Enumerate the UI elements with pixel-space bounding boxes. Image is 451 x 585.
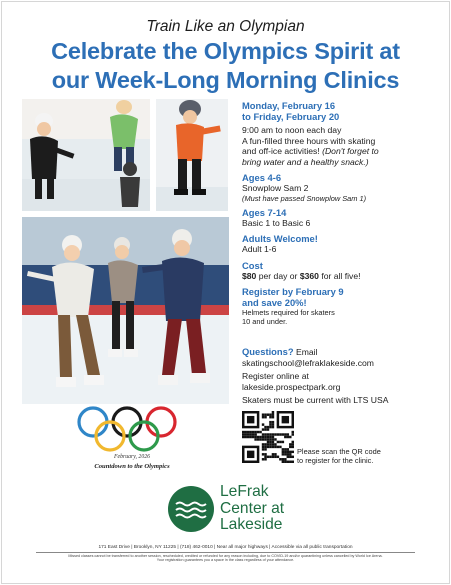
qr-module xyxy=(289,453,291,455)
qr-module xyxy=(272,426,274,428)
qr-module xyxy=(272,456,274,458)
lefrak-logo-mark xyxy=(168,486,214,532)
qr-module xyxy=(279,441,281,443)
qr-module xyxy=(269,416,271,418)
qr-module xyxy=(284,461,286,463)
qr-note xyxy=(297,447,437,465)
qr-module xyxy=(267,438,269,440)
qr-module xyxy=(254,431,256,433)
qr-module xyxy=(272,423,274,425)
ages-7-14-level: Basic 1 to Basic 6 xyxy=(242,218,311,228)
schedule-line-3 xyxy=(242,146,447,157)
qr-module xyxy=(262,433,264,435)
qr-module xyxy=(287,456,289,458)
ages-7-14-block xyxy=(242,207,447,229)
olympic-rings-logo xyxy=(76,406,178,454)
qr-module xyxy=(259,431,261,433)
qr-module xyxy=(254,433,256,435)
qr-module xyxy=(274,456,276,458)
qr-module xyxy=(274,446,276,448)
qr-module xyxy=(262,428,264,430)
online-block xyxy=(242,371,447,392)
qr-module xyxy=(267,443,269,445)
qr-module xyxy=(282,453,284,455)
qr-module xyxy=(264,456,266,458)
qr-module xyxy=(289,451,291,453)
qr-module xyxy=(287,448,289,450)
qr-module xyxy=(292,443,294,445)
qr-module xyxy=(282,416,289,423)
qr-module xyxy=(289,456,291,458)
ages-4-6-level: Snowplow Sam 2 xyxy=(242,183,309,193)
qr-note-line-1: Please scan the QR code xyxy=(297,447,381,456)
qr-module xyxy=(267,436,269,438)
qr-module xyxy=(272,443,274,445)
questions-email-prefix: Email xyxy=(293,347,318,357)
register-line-1: Register by February 9 xyxy=(242,286,344,297)
olympic-rings-icon xyxy=(76,406,178,454)
qr-module xyxy=(267,441,269,443)
qr-module xyxy=(269,421,271,423)
olympics-tagline: Countdown to the Olympics xyxy=(94,463,170,470)
qr-module xyxy=(262,458,264,460)
qr-module xyxy=(287,461,289,463)
photo-child-orange-jacket xyxy=(156,99,228,211)
qr-module xyxy=(257,438,259,440)
olympic-ring xyxy=(147,408,175,436)
schedule-line-1: 9:00 am to noon each day xyxy=(242,125,342,135)
lefrak-wordmark xyxy=(220,484,284,534)
qr-module xyxy=(272,446,274,448)
cost-heading: Cost xyxy=(242,260,263,271)
qr-module xyxy=(289,436,291,438)
qr-module xyxy=(262,443,264,445)
photo-kids-skating xyxy=(22,99,150,211)
lefrak-line-2: Center at xyxy=(220,499,285,517)
qr-module xyxy=(262,446,264,448)
qr-module xyxy=(269,443,271,445)
qr-module xyxy=(277,446,279,448)
helmet-line-1: Helmets required for skaters xyxy=(242,308,335,317)
register-block xyxy=(242,286,447,326)
qr-module xyxy=(267,413,269,415)
qr-module xyxy=(264,443,266,445)
olympic-ring xyxy=(96,422,124,450)
cost-all-text: for all five! xyxy=(318,271,361,281)
qr-module xyxy=(292,441,294,443)
qr-module xyxy=(292,461,294,463)
qr-module xyxy=(249,433,251,435)
questions-email-link[interactable]: skatingschool@lefraklakeside.com xyxy=(242,357,374,368)
register-line-2: and save 20%! xyxy=(242,297,307,308)
qr-module xyxy=(254,436,256,438)
qr-module xyxy=(264,458,266,460)
qr-module xyxy=(269,436,271,438)
qr-module xyxy=(249,431,251,433)
qr-module xyxy=(244,436,246,438)
qr-module xyxy=(269,426,271,428)
headline xyxy=(0,37,451,95)
qr-code-graphic xyxy=(242,411,294,463)
cost-price-all: $360 xyxy=(299,271,319,281)
qr-module xyxy=(264,438,266,440)
qr-module xyxy=(284,458,286,460)
questions-line xyxy=(242,346,447,358)
qr-module xyxy=(264,413,266,415)
schedule-line-3-italic: (Don't forget to xyxy=(322,146,379,157)
qr-module xyxy=(257,431,259,433)
lts-note: Skaters must be current with LTS USA xyxy=(242,395,389,405)
qr-module xyxy=(272,438,274,440)
qr-module xyxy=(262,453,264,455)
qr-module xyxy=(292,451,294,453)
qr-module xyxy=(289,461,291,463)
lefrak-line-3: Lakeside xyxy=(220,516,283,533)
qr-note-line-2: to register for the clinic. xyxy=(297,456,374,465)
qr-module xyxy=(264,446,266,448)
qr-module xyxy=(282,461,284,463)
qr-module xyxy=(269,438,271,440)
cost-block xyxy=(242,260,447,282)
adults-block xyxy=(242,233,447,255)
qr-module xyxy=(282,433,284,435)
cost-line xyxy=(242,271,447,282)
olympics-date: February, 2026 xyxy=(113,454,151,460)
qr-module xyxy=(274,453,276,455)
qr-module xyxy=(269,456,271,458)
footer-fine-line-1: Missed classes cannot be transferred to another session, rescheduled, credited or refunded for any reason including, due to COVID-19 and/or quarantining unless cancelled by World Ice Arena. xyxy=(68,554,383,558)
qr-module xyxy=(262,436,264,438)
footer-address: 171 East Drive | Brooklyn, NY 11225 | (718) 462-0010 | Near all major highways | Accessible via all public transportation xyxy=(98,545,353,550)
qr-module xyxy=(272,416,274,418)
headline-line-2: our Week-Long Morning Clinics xyxy=(51,67,400,93)
qr-module xyxy=(264,416,266,418)
qr-module xyxy=(279,433,281,435)
qr-module xyxy=(242,433,244,435)
qr-module xyxy=(284,433,286,435)
qr-module xyxy=(247,433,249,435)
qr-module xyxy=(252,431,254,433)
qr-module xyxy=(272,413,274,415)
qr-module xyxy=(284,453,286,455)
qr-module xyxy=(247,431,249,433)
questions-label: Questions? xyxy=(242,346,294,357)
qr-module xyxy=(262,438,264,440)
qr-module xyxy=(269,446,271,448)
photo-adults-skating xyxy=(22,217,229,404)
qr-module xyxy=(282,458,284,460)
qr-module xyxy=(269,433,271,435)
qr-module xyxy=(287,436,289,438)
qr-module xyxy=(277,433,279,435)
qr-module xyxy=(262,423,264,425)
qr-module xyxy=(252,436,254,438)
qr-module xyxy=(269,441,271,443)
qr-module xyxy=(272,436,274,438)
qr-module xyxy=(262,448,264,450)
qr-module xyxy=(269,423,271,425)
schedule-block xyxy=(242,125,447,167)
qr-module xyxy=(257,436,259,438)
qr-module xyxy=(247,416,254,423)
qr-module xyxy=(272,441,274,443)
ages-7-14-heading: Ages 7-14 xyxy=(242,207,287,218)
qr-module xyxy=(272,433,274,435)
cost-per-day-text: per day or xyxy=(256,271,300,281)
qr-module xyxy=(254,438,256,440)
qr-module xyxy=(242,436,244,438)
qr-module xyxy=(289,443,291,445)
footer-divider xyxy=(36,552,415,553)
schedule-line-2: A fun-filled three hours with skating xyxy=(242,135,376,146)
qr-module xyxy=(292,433,294,435)
adults-heading: Adults Welcome! xyxy=(242,233,318,244)
qr-module xyxy=(284,451,286,453)
dates-block xyxy=(242,100,447,122)
ages-4-6-heading: Ages 4-6 xyxy=(242,172,282,183)
qr-module xyxy=(279,446,281,448)
dates-line-1: Monday, February 16 xyxy=(242,100,336,111)
qr-module xyxy=(244,431,246,433)
qr-module xyxy=(264,448,266,450)
qr-module xyxy=(267,446,269,448)
online-line-1: Register online at xyxy=(242,371,309,381)
olympic-ring xyxy=(113,408,141,436)
qr-module xyxy=(272,453,274,455)
qr-module xyxy=(259,436,261,438)
adults-level: Adult 1-6 xyxy=(242,244,277,254)
lefrak-line-1: LeFrak xyxy=(220,483,269,500)
qr-module xyxy=(262,413,264,415)
qr-module xyxy=(264,428,266,430)
qr-module xyxy=(284,448,286,450)
qr-module xyxy=(277,456,279,458)
qr-module xyxy=(282,451,284,453)
ages-4-6-note: (Must have passed Snowplow Sam 1) xyxy=(242,193,367,203)
qr-module xyxy=(244,433,246,435)
dates-line-2: to Friday, February 20 xyxy=(242,111,340,122)
qr-module xyxy=(249,436,251,438)
footer-fine-print xyxy=(30,554,421,563)
headline-line-1: Celebrate the Olympics Spirit at xyxy=(51,38,400,64)
olympic-ring xyxy=(79,408,107,436)
qr-module xyxy=(292,446,294,448)
qr-module xyxy=(267,426,269,428)
qr-module xyxy=(274,438,276,440)
qr-module xyxy=(272,421,274,423)
qr-module xyxy=(287,453,289,455)
qr-module xyxy=(274,443,276,445)
qr-module xyxy=(287,451,289,453)
qr-module xyxy=(264,453,266,455)
online-link[interactable]: lakeside.prospectpark.org xyxy=(242,381,341,392)
qr-module xyxy=(259,438,261,440)
qr-module xyxy=(289,446,291,448)
qr-module xyxy=(264,433,266,435)
qr-module xyxy=(292,456,294,458)
qr-module xyxy=(267,433,269,435)
qr-module xyxy=(264,426,266,428)
footer-fine-line-2: Your registration guarantees you a space in the class regardless of your attendance. xyxy=(156,558,295,563)
waves-icon xyxy=(168,486,214,532)
qr-module xyxy=(267,428,269,430)
ages-4-6-block xyxy=(242,172,447,203)
qr-module xyxy=(247,436,249,438)
qr-module xyxy=(267,456,269,458)
qr-module xyxy=(292,431,294,433)
qr-module xyxy=(279,458,281,460)
qr-module xyxy=(242,431,244,433)
qr-module xyxy=(274,433,276,435)
schedule-line-3-plain: and off-ice activities! xyxy=(242,146,323,157)
qr-module xyxy=(284,436,286,438)
helmet-line-2: 10 and under. xyxy=(242,317,288,326)
cost-price-day: $80 xyxy=(242,271,257,281)
qr-module xyxy=(277,441,279,443)
qr-module xyxy=(282,448,284,450)
qr-module xyxy=(272,411,274,413)
qr-module xyxy=(264,436,266,438)
questions-block xyxy=(242,346,447,368)
qr-module xyxy=(269,413,271,415)
qr-module xyxy=(282,441,284,443)
qr-module xyxy=(252,433,254,435)
olympic-ring xyxy=(130,422,158,450)
kicker-title: Train Like an Olympian xyxy=(146,18,305,35)
schedule-line-4: bring water and a healthy snack.) xyxy=(242,156,369,167)
qr-module xyxy=(247,451,254,458)
qr-module xyxy=(287,433,289,435)
qr-code[interactable] xyxy=(242,411,294,463)
qr-module xyxy=(262,416,264,418)
